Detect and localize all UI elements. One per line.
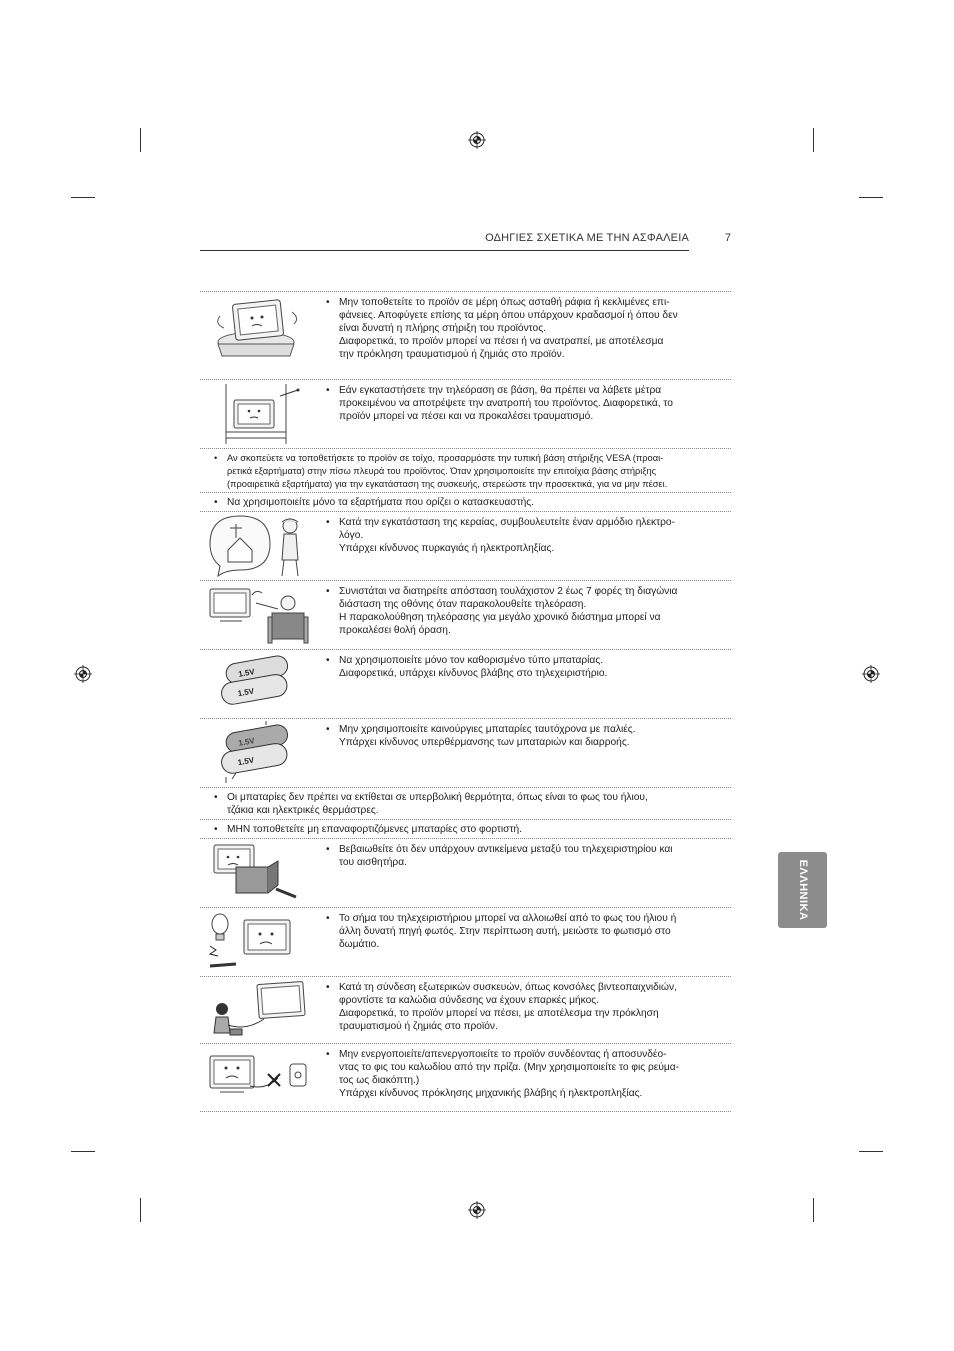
list-item bbox=[200, 718, 731, 787]
text-line: διάσταση της οθόνης όταν παρακολουθείτε τηλεόραση. bbox=[339, 599, 587, 610]
old-new-batteries-illustration bbox=[206, 721, 316, 785]
text-line: • Οι μπαταρίες δεν πρέπει να εκτίθεται σε υπερβολική θερμότητα, όπως είναι το φως του ήλιου, bbox=[227, 792, 648, 803]
text-line: τος ως διακόπτη.) bbox=[339, 1075, 420, 1086]
list-item bbox=[200, 492, 731, 511]
text-line: φροντίστε τα καλώδια σύνδεσης να έχουν επαρκές μήκος. bbox=[339, 995, 599, 1006]
text-line: τραυματισμού ή ζημιάς στο προϊόν. bbox=[339, 1021, 498, 1032]
text-line: • Μην χρησιμοποιείτε καινούργιες μπαταρίες ταυτόχρονα με παλιές. bbox=[339, 724, 636, 735]
text-line: • Κατά την εγκατάσταση της κεραίας, συμβουλευτείτε έναν αρμόδιο ηλεκτρο- bbox=[339, 517, 675, 528]
list-item bbox=[200, 907, 731, 976]
text-line: • Συνιστάται να διατηρείτε απόσταση τουλάχιστον 2 έως 7 φορές τη διαγώνια bbox=[339, 586, 678, 597]
battery-label: 1.5V bbox=[237, 667, 256, 679]
text-line: • Αν σκοπεύετε να τοποθετήσετε το προϊόν σε τοίχο, προσαρμόστε την τυπική βάση στήριξης VESA (προαι- bbox=[227, 453, 664, 463]
text-line: Διαφορετικά, υπάρχει κίνδυνος βλάβης στο τηλεχειριστήριο. bbox=[339, 668, 608, 679]
list-item-text bbox=[212, 452, 724, 491]
viewing-distance-illustration bbox=[206, 583, 316, 647]
text-line: προκειμένου να αποτρέψετε την ανατροπή του προϊόντος. Διαφορετικά, το bbox=[339, 398, 673, 409]
text-line: προϊόν μπορεί να πέσει και να προκαλέσει τραυματισμό. bbox=[339, 411, 594, 422]
crop-mark bbox=[813, 128, 814, 152]
crop-mark bbox=[71, 1151, 95, 1152]
list-item bbox=[200, 819, 731, 838]
tv-unstable-shelf-illustration bbox=[206, 294, 316, 374]
crop-mark bbox=[859, 1151, 883, 1152]
crop-mark bbox=[71, 197, 95, 198]
crop-mark bbox=[140, 1198, 141, 1222]
list-item-text bbox=[324, 654, 722, 680]
text-line: Η παρακολούθηση τηλεόρασης για μεγάλο χρονικό διάστημα μπορεί να bbox=[339, 612, 661, 623]
list-item-text bbox=[212, 496, 724, 509]
external-device-cable-illustration bbox=[206, 979, 316, 1043]
text-line: • Να χρησιμοποιείτε μόνο τον καθορισμένο τύπο μπαταρίας. bbox=[339, 655, 604, 666]
registration-mark-icon bbox=[74, 665, 92, 683]
list-item bbox=[200, 291, 731, 379]
header-rule bbox=[200, 250, 689, 251]
list-item bbox=[200, 580, 731, 649]
list-item-text bbox=[212, 791, 724, 817]
text-line: ντας το φις του καλωδίου από την πρίζα. (Μην χρησιμοποιείτε το φις ρεύμα- bbox=[339, 1062, 680, 1073]
list-item-text bbox=[324, 723, 722, 749]
list-item-text bbox=[324, 981, 722, 1033]
list-item bbox=[200, 379, 731, 448]
text-line: Υπάρχει κίνδυνος πυρκαγιάς ή ηλεκτροπληξίας. bbox=[339, 543, 555, 554]
text-line: την πρόκληση τραυματισμού ή ζημιάς στο προϊόν. bbox=[339, 349, 565, 360]
text-line: • Το σήμα του τηλεχειριστήριου μπορεί να αλλοιωθεί από το φως του ήλιου ή bbox=[339, 913, 677, 924]
text-line: • Εάν εγκαταστήσετε την τηλεόραση σε βάση, θα πρέπει να λάβετε μέτρα bbox=[339, 385, 662, 396]
list-item-text bbox=[324, 516, 722, 555]
page-number: 7 bbox=[724, 232, 731, 244]
list-item bbox=[200, 838, 731, 907]
list-item bbox=[200, 448, 731, 492]
tv-on-stand-illustration bbox=[206, 382, 316, 446]
crop-mark bbox=[813, 1198, 814, 1222]
text-line: • Μην ενεργοποιείτε/απενεργοποιείτε το προϊόν συνδέοντας ή αποσυνδέο- bbox=[339, 1049, 667, 1060]
battery-label: 1.5V bbox=[237, 736, 256, 748]
list-item-text bbox=[324, 1048, 722, 1100]
antenna-electrician-illustration bbox=[206, 514, 316, 578]
text-line: δωμάτιο. bbox=[339, 939, 380, 950]
crop-mark bbox=[859, 197, 883, 198]
text-line: • Βεβαιωθείτε ότι δεν υπάρχουν αντικείμενα μεταξύ του τηλεχειριστηρίου και bbox=[339, 844, 673, 855]
list-item bbox=[200, 511, 731, 580]
text-line: Υπάρχει κίνδυνος πρόκλησης μηχανικής βλάβης ή ηλεκτροπληξίας. bbox=[339, 1088, 643, 1099]
text-line: • ΜΗΝ τοποθετείτε μη επαναφορτιζόμενες μπαταρίες στο φορτιστή. bbox=[227, 824, 522, 835]
text-line: (προαιρετικά εξαρτήματα) για την εγκατάσταση της συσκευής, στερεώστε την προσεκτικά, για να μην πέσει. bbox=[227, 479, 668, 489]
section-title: ΟΔΗΓΙΕΣ ΣΧΕΤΙΚΑ ΜΕ ΤΗΝ ΑΣΦΑΛΕΙΑ bbox=[485, 232, 689, 244]
list-item bbox=[200, 649, 731, 718]
text-line: Διαφορετικά, το προϊόν μπορεί να πέσει, με αποτέλεσμα την πρόκληση bbox=[339, 1008, 659, 1019]
text-line: λόγο. bbox=[339, 530, 364, 541]
light-interference-illustration bbox=[206, 910, 316, 974]
list-item-text bbox=[212, 823, 724, 836]
language-tab-label: ΕΛΛΗΝΙΚΑ bbox=[796, 859, 809, 921]
list-item-text bbox=[324, 585, 722, 637]
battery-label: 1.5V bbox=[236, 686, 255, 699]
list-item bbox=[200, 1043, 731, 1112]
list-item-text bbox=[324, 384, 722, 423]
language-tab bbox=[778, 852, 827, 928]
batteries-illustration bbox=[206, 652, 316, 716]
text-line: προκαλέσει θολή όραση. bbox=[339, 625, 451, 636]
list-item bbox=[200, 787, 731, 819]
battery-label: 1.5V bbox=[236, 755, 255, 768]
text-line: του αισθητήρα. bbox=[339, 857, 407, 868]
list-item-text bbox=[324, 296, 722, 361]
text-line: • Να χρησιμοποιείτε μόνο τα εξαρτήματα που ορίζει ο κατασκευαστής. bbox=[227, 497, 535, 508]
list-item bbox=[200, 976, 731, 1043]
text-line: • Κατά τη σύνδεση εξωτερικών συσκευών, όπως κονσόλες βιντεοπαιχνιδιών, bbox=[339, 982, 677, 993]
text-line: είναι δυνατή η πλήρης στήριξη του προϊόντος. bbox=[339, 323, 546, 334]
text-line: • Μην τοποθετείτε το προϊόν σε μέρη όπως ασταθή ράφια ή κεκλιμένες επι- bbox=[339, 297, 670, 308]
registration-mark-icon bbox=[468, 131, 486, 149]
text-line: Διαφορετικά, το προϊόν μπορεί να πέσει ή να ανατραπεί, με αποτέλεσμα bbox=[339, 336, 664, 347]
safety-list bbox=[200, 291, 731, 1112]
text-line: φάνειες. Αποφύγετε επίσης τα μέρη όπου υπάρχουν κραδασμοί ή όπου δεν bbox=[339, 310, 678, 321]
text-line: άλλη δυνατή πηγή φωτός. Στην περίπτωση αυτή, μειώστε το φωτισμό στο bbox=[339, 926, 671, 937]
registration-mark-icon bbox=[862, 665, 880, 683]
registration-mark-icon bbox=[468, 1201, 486, 1219]
crop-mark bbox=[140, 128, 141, 152]
text-line: Υπάρχει κίνδυνος υπερθέρμανσης των μπαταριών και διαρροής. bbox=[339, 737, 630, 748]
list-item-text bbox=[324, 912, 722, 951]
power-plug-warning-illustration bbox=[206, 1046, 316, 1110]
text-line: ρετικά εξαρτήματα) στην πίσω πλευρά του προϊόντος. Όταν χρησιμοποιείτε την επιτοίχια βάσης στήριξης bbox=[227, 466, 657, 476]
text-line: τζάκια και ηλεκτρικές θερμάστρες. bbox=[227, 805, 379, 816]
remote-obstacle-illustration bbox=[206, 841, 316, 905]
list-item-text bbox=[324, 843, 722, 869]
